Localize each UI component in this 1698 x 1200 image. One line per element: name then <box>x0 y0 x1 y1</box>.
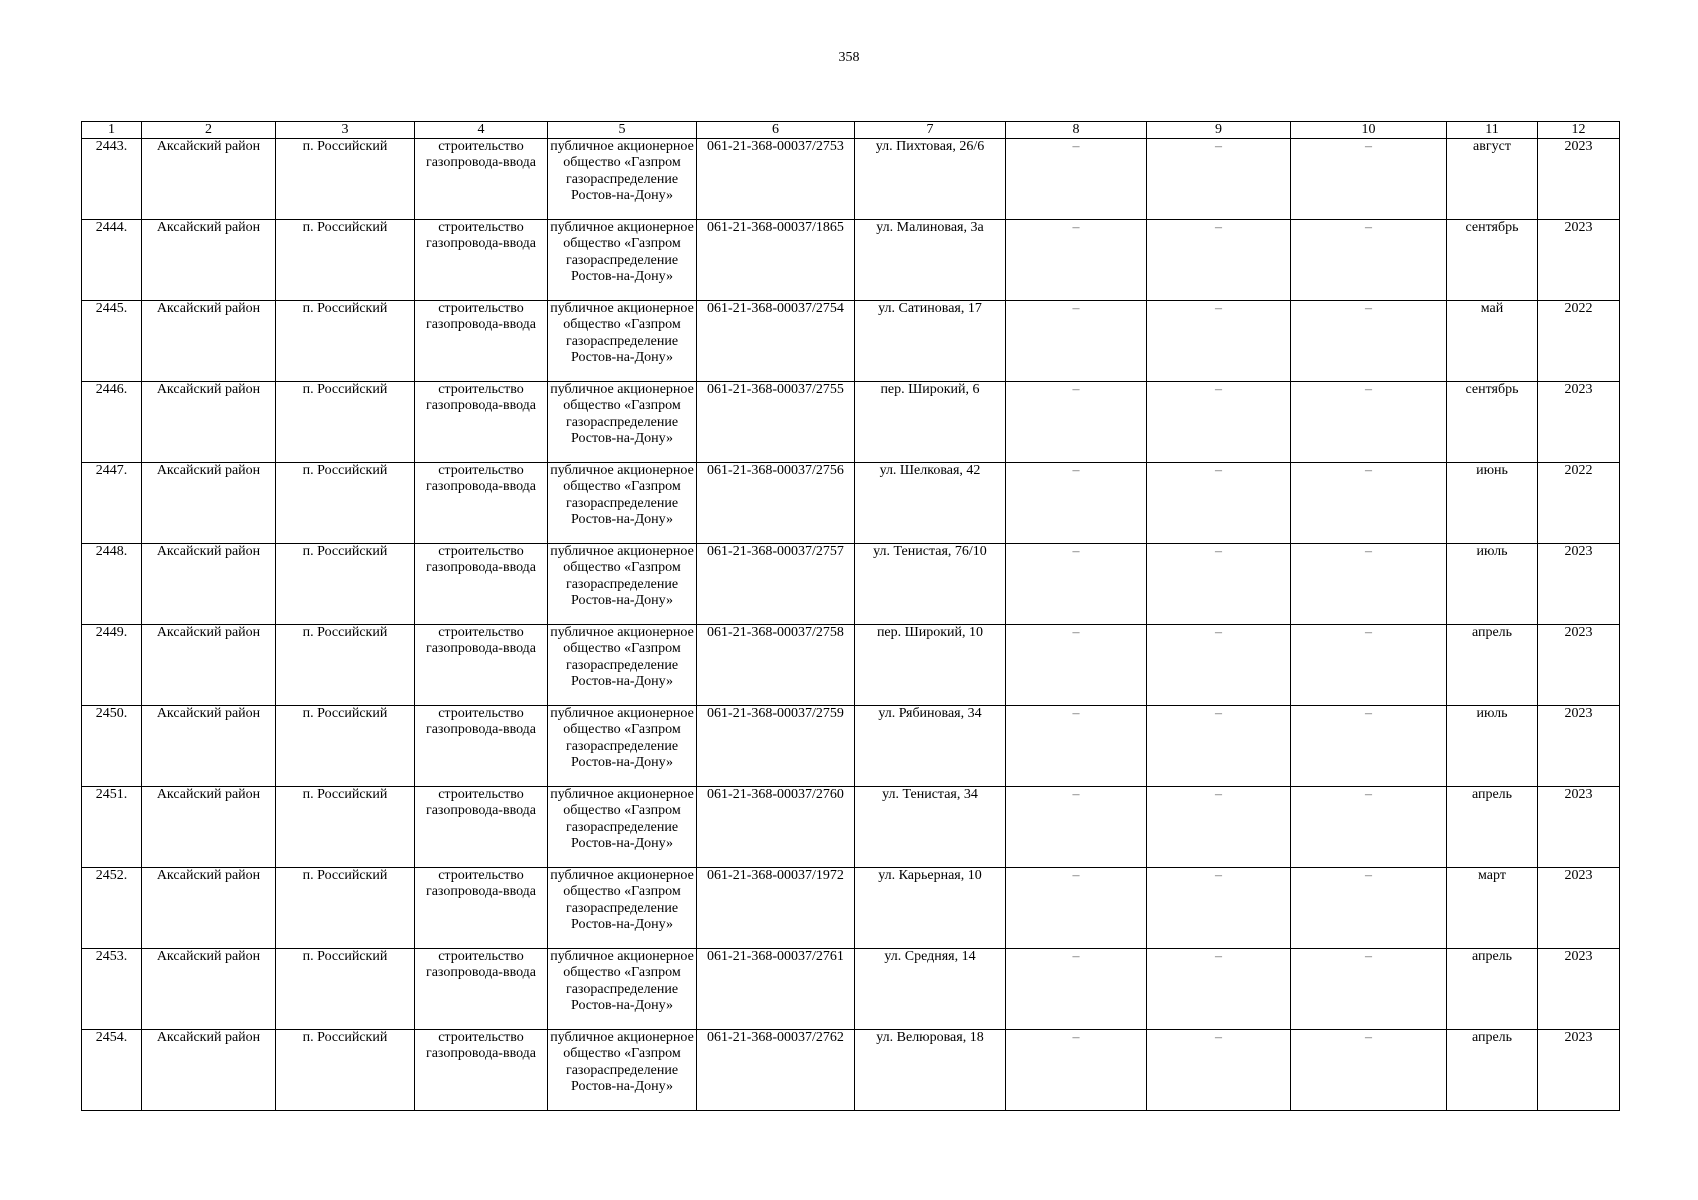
year-cell: 2023 <box>1538 787 1620 868</box>
owner-cell: публичное акционерное общество «Газпром газораспределение Ростов-на-Дону» <box>548 625 697 706</box>
table-row <box>82 382 1620 463</box>
col10-cell: – <box>1291 382 1447 463</box>
settlement-cell: п. Российский <box>276 301 415 382</box>
month-cell: июль <box>1447 544 1538 625</box>
owner-cell: публичное акционерное общество «Газпром газораспределение Ростов-на-Дону» <box>548 544 697 625</box>
col10-cell: – <box>1291 301 1447 382</box>
column-header-10: 10 <box>1291 122 1447 139</box>
table-row <box>82 868 1620 949</box>
work-type-cell: строительство газопровода-ввода <box>415 139 548 220</box>
work-type-cell: строительство газопровода-ввода <box>415 787 548 868</box>
col10-cell: – <box>1291 787 1447 868</box>
col10-cell: – <box>1291 139 1447 220</box>
settlement-cell: п. Российский <box>276 706 415 787</box>
owner-cell: публичное акционерное общество «Газпром газораспределение Ростов-на-Дону» <box>548 868 697 949</box>
col9-cell: – <box>1147 139 1291 220</box>
district-cell: Аксайский район <box>142 949 276 1030</box>
col9-cell: – <box>1147 868 1291 949</box>
column-header-3: 3 <box>276 122 415 139</box>
col8-cell: – <box>1006 706 1147 787</box>
year-cell: 2023 <box>1538 868 1620 949</box>
address-cell: ул. Малиновая, 3а <box>855 220 1006 301</box>
row-number: 2444. <box>82 220 142 301</box>
code-cell: 061-21-368-00037/2755 <box>697 382 855 463</box>
col10-cell: – <box>1291 463 1447 544</box>
work-type-cell: строительство газопровода-ввода <box>415 463 548 544</box>
settlement-cell: п. Российский <box>276 220 415 301</box>
address-cell: ул. Средняя, 14 <box>855 949 1006 1030</box>
table-body <box>82 139 1620 1111</box>
code-cell: 061-21-368-00037/2758 <box>697 625 855 706</box>
address-cell: ул. Рябиновая, 34 <box>855 706 1006 787</box>
code-cell: 061-21-368-00037/2754 <box>697 301 855 382</box>
owner-cell: публичное акционерное общество «Газпром газораспределение Ростов-на-Дону» <box>548 706 697 787</box>
code-cell: 061-21-368-00037/2759 <box>697 706 855 787</box>
col9-cell: – <box>1147 544 1291 625</box>
owner-cell: публичное акционерное общество «Газпром газораспределение Ростов-на-Дону» <box>548 949 697 1030</box>
row-number: 2446. <box>82 382 142 463</box>
table-row <box>82 301 1620 382</box>
settlement-cell: п. Российский <box>276 625 415 706</box>
column-header-12: 12 <box>1538 122 1620 139</box>
year-cell: 2023 <box>1538 706 1620 787</box>
settlement-cell: п. Российский <box>276 787 415 868</box>
district-cell: Аксайский район <box>142 301 276 382</box>
row-number: 2452. <box>82 868 142 949</box>
settlement-cell: п. Российский <box>276 382 415 463</box>
col9-cell: – <box>1147 949 1291 1030</box>
work-type-cell: строительство газопровода-ввода <box>415 625 548 706</box>
owner-cell: публичное акционерное общество «Газпром газораспределение Ростов-на-Дону» <box>548 787 697 868</box>
year-cell: 2023 <box>1538 544 1620 625</box>
district-cell: Аксайский район <box>142 544 276 625</box>
month-cell: август <box>1447 139 1538 220</box>
district-cell: Аксайский район <box>142 1030 276 1111</box>
settlement-cell: п. Российский <box>276 463 415 544</box>
code-cell: 061-21-368-00037/2753 <box>697 139 855 220</box>
column-header-1: 1 <box>82 122 142 139</box>
col8-cell: – <box>1006 220 1147 301</box>
settlement-cell: п. Российский <box>276 949 415 1030</box>
work-type-cell: строительство газопровода-ввода <box>415 382 548 463</box>
row-number: 2451. <box>82 787 142 868</box>
table-row <box>82 787 1620 868</box>
district-cell: Аксайский район <box>142 139 276 220</box>
col10-cell: – <box>1291 1030 1447 1111</box>
row-number: 2445. <box>82 301 142 382</box>
work-type-cell: строительство газопровода-ввода <box>415 301 548 382</box>
district-cell: Аксайский район <box>142 220 276 301</box>
month-cell: июнь <box>1447 463 1538 544</box>
address-cell: пер. Широкий, 6 <box>855 382 1006 463</box>
month-cell: май <box>1447 301 1538 382</box>
work-type-cell: строительство газопровода-ввода <box>415 220 548 301</box>
month-cell: сентябрь <box>1447 382 1538 463</box>
year-cell: 2023 <box>1538 1030 1620 1111</box>
work-type-cell: строительство газопровода-ввода <box>415 544 548 625</box>
code-cell: 061-21-368-00037/2762 <box>697 1030 855 1111</box>
settlement-cell: п. Российский <box>276 1030 415 1111</box>
code-cell: 061-21-368-00037/2756 <box>697 463 855 544</box>
district-cell: Аксайский район <box>142 868 276 949</box>
col8-cell: – <box>1006 949 1147 1030</box>
month-cell: июль <box>1447 706 1538 787</box>
col10-cell: – <box>1291 544 1447 625</box>
column-header-9: 9 <box>1147 122 1291 139</box>
code-cell: 061-21-368-00037/2757 <box>697 544 855 625</box>
code-cell: 061-21-368-00037/2760 <box>697 787 855 868</box>
table-row <box>82 1030 1620 1111</box>
col10-cell: – <box>1291 949 1447 1030</box>
year-cell: 2023 <box>1538 949 1620 1030</box>
work-type-cell: строительство газопровода-ввода <box>415 868 548 949</box>
owner-cell: публичное акционерное общество «Газпром газораспределение Ростов-на-Дону» <box>548 301 697 382</box>
settlement-cell: п. Российский <box>276 868 415 949</box>
col8-cell: – <box>1006 301 1147 382</box>
col10-cell: – <box>1291 220 1447 301</box>
col8-cell: – <box>1006 544 1147 625</box>
district-cell: Аксайский район <box>142 787 276 868</box>
row-number: 2447. <box>82 463 142 544</box>
settlement-cell: п. Российский <box>276 139 415 220</box>
code-cell: 061-21-368-00037/1865 <box>697 220 855 301</box>
col8-cell: – <box>1006 625 1147 706</box>
district-cell: Аксайский район <box>142 463 276 544</box>
month-cell: сентябрь <box>1447 220 1538 301</box>
code-cell: 061-21-368-00037/1972 <box>697 868 855 949</box>
district-cell: Аксайский район <box>142 706 276 787</box>
work-type-cell: строительство газопровода-ввода <box>415 949 548 1030</box>
row-number: 2454. <box>82 1030 142 1111</box>
district-cell: Аксайский район <box>142 625 276 706</box>
column-header-6: 6 <box>697 122 855 139</box>
district-cell: Аксайский район <box>142 382 276 463</box>
year-cell: 2023 <box>1538 220 1620 301</box>
col9-cell: – <box>1147 301 1291 382</box>
year-cell: 2022 <box>1538 301 1620 382</box>
month-cell: апрель <box>1447 949 1538 1030</box>
month-cell: апрель <box>1447 1030 1538 1111</box>
year-cell: 2023 <box>1538 625 1620 706</box>
col9-cell: – <box>1147 1030 1291 1111</box>
table-row <box>82 139 1620 220</box>
column-header-11: 11 <box>1447 122 1538 139</box>
column-header-2: 2 <box>142 122 276 139</box>
document-table <box>81 121 1620 1111</box>
column-header-4: 4 <box>415 122 548 139</box>
column-header-5: 5 <box>548 122 697 139</box>
year-cell: 2023 <box>1538 139 1620 220</box>
month-cell: апрель <box>1447 787 1538 868</box>
col9-cell: – <box>1147 220 1291 301</box>
row-number: 2443. <box>82 139 142 220</box>
table-row <box>82 544 1620 625</box>
col8-cell: – <box>1006 382 1147 463</box>
col9-cell: – <box>1147 787 1291 868</box>
col9-cell: – <box>1147 382 1291 463</box>
col9-cell: – <box>1147 625 1291 706</box>
col8-cell: – <box>1006 868 1147 949</box>
row-number: 2449. <box>82 625 142 706</box>
table-row <box>82 220 1620 301</box>
col8-cell: – <box>1006 787 1147 868</box>
address-cell: ул. Тенистая, 34 <box>855 787 1006 868</box>
owner-cell: публичное акционерное общество «Газпром газораспределение Ростов-на-Дону» <box>548 220 697 301</box>
row-number: 2453. <box>82 949 142 1030</box>
table-row <box>82 463 1620 544</box>
address-cell: ул. Тенистая, 76/10 <box>855 544 1006 625</box>
owner-cell: публичное акционерное общество «Газпром газораспределение Ростов-на-Дону» <box>548 382 697 463</box>
row-number: 2448. <box>82 544 142 625</box>
col9-cell: – <box>1147 706 1291 787</box>
page-number: 358 <box>838 50 860 65</box>
address-cell: пер. Широкий, 10 <box>855 625 1006 706</box>
table-row <box>82 949 1620 1030</box>
col8-cell: – <box>1006 139 1147 220</box>
col10-cell: – <box>1291 868 1447 949</box>
col10-cell: – <box>1291 706 1447 787</box>
table-row <box>82 706 1620 787</box>
address-cell: ул. Велюровая, 18 <box>855 1030 1006 1111</box>
owner-cell: публичное акционерное общество «Газпром газораспределение Ростов-на-Дону» <box>548 463 697 544</box>
settlement-cell: п. Российский <box>276 544 415 625</box>
col8-cell: – <box>1006 1030 1147 1111</box>
work-type-cell: строительство газопровода-ввода <box>415 1030 548 1111</box>
column-number-row <box>82 122 1620 139</box>
address-cell: ул. Шелковая, 42 <box>855 463 1006 544</box>
col10-cell: – <box>1291 625 1447 706</box>
month-cell: март <box>1447 868 1538 949</box>
col9-cell: – <box>1147 463 1291 544</box>
column-header-7: 7 <box>855 122 1006 139</box>
address-cell: ул. Карьерная, 10 <box>855 868 1006 949</box>
col8-cell: – <box>1006 463 1147 544</box>
month-cell: апрель <box>1447 625 1538 706</box>
address-cell: ул. Сатиновая, 17 <box>855 301 1006 382</box>
row-number: 2450. <box>82 706 142 787</box>
table-row <box>82 625 1620 706</box>
code-cell: 061-21-368-00037/2761 <box>697 949 855 1030</box>
address-cell: ул. Пихтовая, 26/6 <box>855 139 1006 220</box>
owner-cell: публичное акционерное общество «Газпром газораспределение Ростов-на-Дону» <box>548 1030 697 1111</box>
work-type-cell: строительство газопровода-ввода <box>415 706 548 787</box>
year-cell: 2023 <box>1538 382 1620 463</box>
column-header-8: 8 <box>1006 122 1147 139</box>
year-cell: 2022 <box>1538 463 1620 544</box>
owner-cell: публичное акционерное общество «Газпром газораспределение Ростов-на-Дону» <box>548 139 697 220</box>
